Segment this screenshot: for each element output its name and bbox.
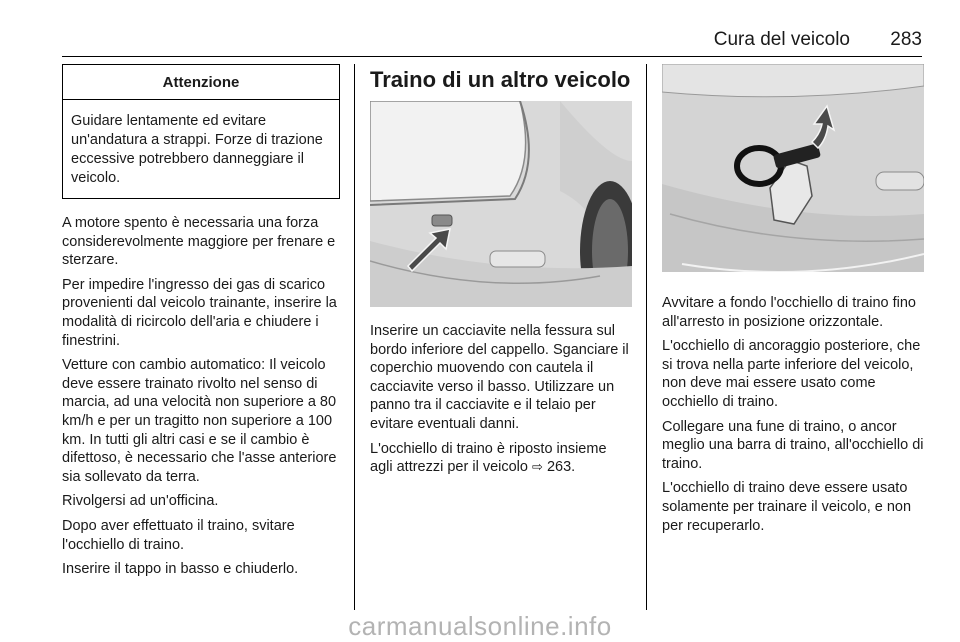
column-divider <box>646 64 647 610</box>
page-reference-link[interactable]: 263. <box>546 459 576 476</box>
paragraph: Dopo aver effettuato il traino, svitare l'occhiello di traino. <box>62 517 295 553</box>
watermark: carmanualsonline.info <box>348 611 612 641</box>
page-header <box>62 26 922 57</box>
paragraph: Collegare una fune di traino, o ancor meglio una barra di traino, all'occhiello di traino. <box>662 418 924 472</box>
column-divider <box>354 64 355 610</box>
paragraph: Avvitare a fondo l'occhiello di traino fino all'arresto in posizione orizzontale. <box>662 295 916 330</box>
paragraph: Inserire un cacciavite nella fessura sul bordo inferiore del cappello. Sganciare il coperchio muovendo con cautela il cacciavite verso il basso. Utilizzare un panno tra il cacciavite e il telaio per evitare eventuali danni. <box>370 323 629 432</box>
column-left <box>62 64 340 585</box>
paragraph: Inserire il tappo in basso e chiuderlo. <box>62 561 299 578</box>
section-heading: Traino di un altro veicolo <box>370 67 631 92</box>
paragraph: Vetture con cambio automatico: Il veicolo deve essere trainato rivolto nel senso di marcia, ad una velocità non superiore a 80 km/h e per un tragitto non superiore a 100 km. In tutti gli altri casi e se il cambio è difettoso, è necessario che l'asse anteriore sia sollevato da terra. <box>62 357 337 485</box>
section-title: Cura del veicolo <box>713 29 850 50</box>
column-middle <box>370 64 632 484</box>
paragraph: L'occhiello di traino deve essere usato solamente per trainare il veicolo, e non per recuperarlo. <box>662 480 912 534</box>
page-number: 283 <box>890 29 922 50</box>
paragraph: Per impedire l'ingresso dei gas di scarico provenienti dal veicolo trainante, inserire la modalità di ricircolo dell'aria e chiudere i finestrini. <box>62 276 337 349</box>
warning-text: Guidare lentamente ed evitare un'andatura a strappi. Forze di trazione eccessive potrebbero danneggiare il veicolo. <box>71 113 323 186</box>
bumper-cover-illustration <box>370 101 632 307</box>
warning-title: Attenzione <box>63 65 339 100</box>
reference-text: L'occhiello di traino è riposto insieme agli attrezzi per il veicolo <box>370 440 607 476</box>
paragraph: L'occhiello di ancoraggio posteriore, che si trova nella parte inferiore del veicolo, non deve mai essere usato come occhiello di traino. <box>662 338 921 410</box>
paragraph: Rivolgersi ad un'officina. <box>62 493 219 510</box>
tow-eye-illustration <box>662 64 924 272</box>
paragraph-reference <box>370 440 632 478</box>
page-ref-arrow-icon: ⇨ <box>532 460 543 476</box>
column-right <box>662 64 924 541</box>
paragraph: A motore spento è necessaria una forza considerevolmente maggiore per frenare e sterzare. <box>62 215 336 269</box>
warning-box <box>62 64 340 199</box>
